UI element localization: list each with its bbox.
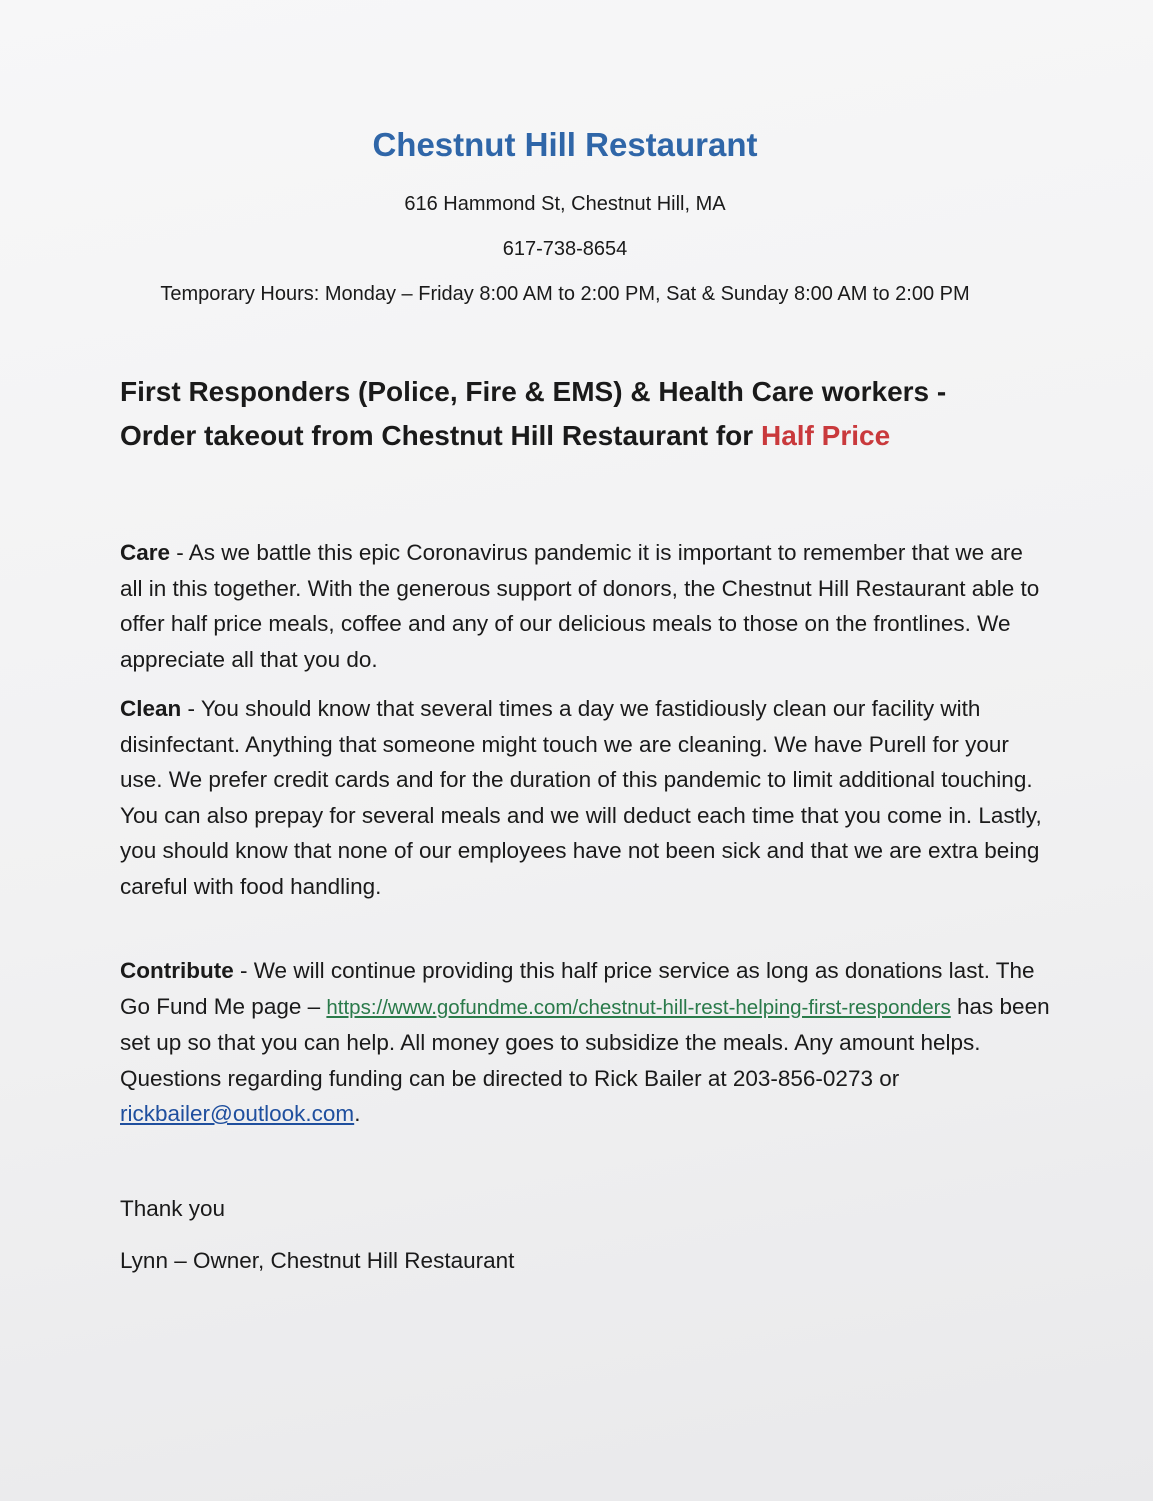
thank-you: Thank you [120, 1196, 226, 1221]
temporary-hours: Temporary Hours: Monday – Friday 8:00 AM to 2:00 PM, Sat & Sunday 8:00 AM to 2:00 PM [160, 283, 970, 305]
email-link[interactable]: rickbailer@outlook.com [120, 1101, 355, 1126]
clean-paragraph [120, 691, 1050, 904]
address: 616 Hammond St, Chestnut Hill, MA [404, 193, 726, 215]
restaurant-title: Chestnut Hill Restaurant [372, 126, 758, 163]
signature: Lynn – Owner, Chestnut Hill Restaurant [120, 1248, 515, 1273]
care-paragraph [120, 535, 1050, 677]
care-text: - As we battle this epic Coronavirus pandemic it is important to remember that we are all in this together. With the generous support of donors, the Chestnut Hill Restaurant able to offer half price meals, coffee and any of our delicious meals to those on the frontlines. We appreciate all that you do. [120, 540, 1040, 672]
gofundme-link[interactable]: https://www.gofundme.com/chestnut-hill-rest-helping-first-responders [326, 995, 951, 1019]
headline-line-2 [120, 414, 1080, 458]
contribute-text-2: has been set up so that you can help. All money goes to subsidize the meals. Any amount helps. Questions regarding funding can be directed to Rick Bailer at 203-856-0273 or [120, 993, 1050, 1091]
phone-number: 617-738-8654 [502, 238, 628, 260]
half-price-highlight: Half Price [760, 420, 891, 451]
contribute-label: Contribute [120, 958, 234, 983]
contribute-end: . [354, 1101, 361, 1126]
care-label: Care [120, 540, 171, 565]
contribute-text-1: - We will continue providing this half price service as long as donations last. The Go Fund Me page – [120, 958, 1035, 1019]
headline-line-2-text: Order takeout from Chestnut Hill Restaurant for [120, 420, 761, 451]
clean-label: Clean [120, 696, 182, 721]
headline [120, 370, 1080, 458]
contribute-paragraph [120, 953, 1050, 1132]
headline-line-1: First Responders (Police, Fire & EMS) & Health Care workers - [120, 376, 947, 407]
clean-text: - You should know that several times a day we fastidiously clean our facility with disinfectant. Anything that someone might touch we are cleaning. We have Purell for your use. We prefer credit cards and for the duration of this pandemic to limit additional touching. You can also prepay for several meals and we will deduct each time that you come in. Lastly, you should know that none of our employees have not been sick and that we are extra being careful with food handling. [120, 696, 1042, 899]
